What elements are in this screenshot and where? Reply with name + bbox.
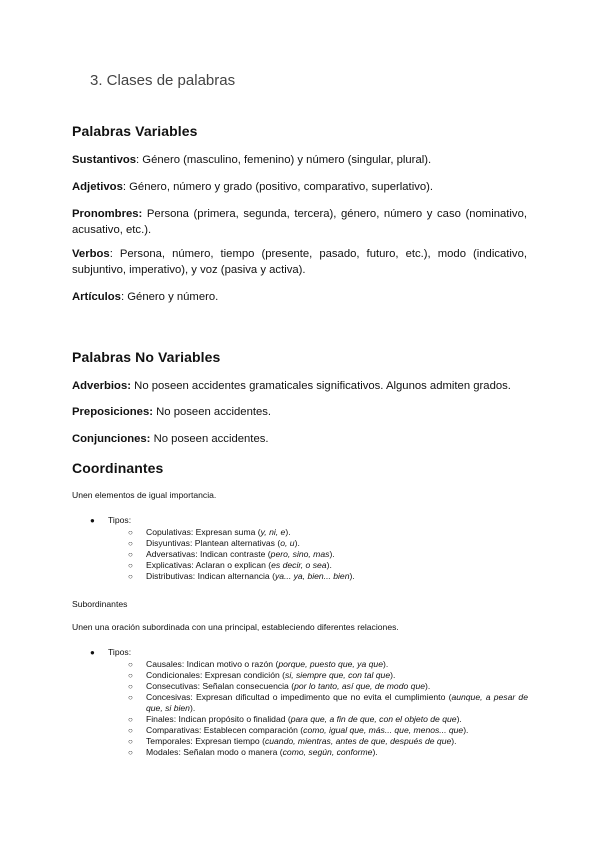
item-examples: aunque, a pesar de que, si bien <box>146 692 528 713</box>
sep: : <box>109 248 113 260</box>
term: Verbos <box>72 248 110 260</box>
item-label: Modales: Señalan modo o manera ( <box>146 747 283 757</box>
term: Pronombres: <box>72 208 143 220</box>
item-tail: ). <box>326 560 332 570</box>
variables-item-sustantivos <box>72 152 527 168</box>
definition: Persona (primera, segunda, tercera), género, número y caso (nominativo, acusativo, etc.). <box>72 208 527 236</box>
subordinantes-description: Unen una oración subordinada con una principal, estableciendo diferentes relaciones. <box>72 622 399 632</box>
list-item <box>128 549 468 560</box>
item-tail: ). <box>425 681 431 691</box>
definition: No poseen accidentes. <box>153 406 272 418</box>
coordinantes-tipos-label: Tipos: <box>108 515 132 525</box>
item-tail: ). <box>329 549 335 559</box>
definition: Género y número. <box>124 291 219 303</box>
item-examples: como, igual que, más... que, menos... que <box>303 725 464 735</box>
subordinantes-list <box>128 659 528 758</box>
term: Conjunciones: <box>72 433 151 445</box>
bullet-icon: ● <box>90 648 95 657</box>
item-examples: o, u <box>280 538 295 548</box>
item-examples: porque, puesto que, ya que <box>278 659 383 669</box>
no-variables-heading: Palabras No Variables <box>72 349 221 365</box>
no-variables-item-conjunciones <box>72 431 527 447</box>
sep: : <box>120 291 125 303</box>
item-label: Distributivas: Indican alternancia ( <box>146 571 275 581</box>
item-label: Condicionales: Expresan condición ( <box>146 670 286 680</box>
variables-item-pronombres <box>72 206 527 238</box>
list-item <box>128 681 528 692</box>
item-tail: ). <box>451 736 457 746</box>
item-tail: ). <box>285 527 291 537</box>
item-label: Copulativas: Expresan suma ( <box>146 527 261 537</box>
definition: Persona, número, tiempo (presente, pasado, futuro, etc.), modo (indicativo, subjuntivo, imperativo), y voz (pasiva y activa). <box>72 248 527 276</box>
item-label: Consecutivas: Señalan consecuencia ( <box>146 681 295 691</box>
variables-item-verbos <box>72 246 527 278</box>
item-examples: cuando, mientras, antes de que, después de que <box>264 736 452 746</box>
item-tail: ). <box>382 659 389 669</box>
item-examples: pero, sino, mas <box>270 549 330 559</box>
variables-heading: Palabras Variables <box>72 123 198 139</box>
no-variables-item-adverbios <box>72 378 527 394</box>
item-tail: ). <box>463 725 469 735</box>
sep: : <box>122 181 126 193</box>
section-title: 3. Clases de palabras <box>90 72 236 89</box>
coordinantes-description: Unen elementos de igual importancia. <box>72 490 217 500</box>
item-examples: como, según, conforme <box>282 747 373 757</box>
list-item <box>128 736 528 747</box>
item-label: Temporales: Expresan tiempo ( <box>146 736 265 746</box>
item-tail: ). <box>372 747 378 757</box>
item-label: Comparativas: Establecen comparación ( <box>146 725 304 735</box>
definition: Género (masculino, femenino) y número (singular, plural). <box>139 154 432 166</box>
item-examples: por lo tanto, así que, de modo que <box>294 681 426 691</box>
item-label: Causales: Indican motivo o razón ( <box>146 659 279 669</box>
definition: No poseen accidentes gramaticales significativos. Algunos admiten grados. <box>131 380 511 392</box>
definition: Género, número y grado (positivo, comparativo, superlativo). <box>126 181 434 193</box>
item-examples: para que, a fin de que, con el objeto de que <box>290 714 457 724</box>
list-item <box>128 692 528 714</box>
subordinantes-heading: Subordinantes <box>72 599 128 609</box>
list-item <box>128 659 528 670</box>
list-item <box>128 538 468 549</box>
list-item <box>128 725 528 736</box>
bullet-icon: ● <box>90 516 95 525</box>
list-item <box>128 560 468 571</box>
term: Adjetivos <box>72 181 123 193</box>
item-label: Disyuntivas: Plantean alternativas ( <box>146 538 281 548</box>
item-examples: es decir, o sea <box>271 560 327 570</box>
variables-item-adjetivos <box>72 179 527 195</box>
term: Adverbios: <box>72 380 132 392</box>
definition: No poseen accidentes. <box>150 433 269 445</box>
item-label: Concesivas: Expresan dificultad o impedimento que no evita el cumplimiento ( <box>146 692 452 702</box>
list-item <box>128 527 468 538</box>
item-examples: y, ni, e <box>260 527 286 537</box>
item-examples: si, siempre que, con tal que <box>285 670 391 680</box>
no-variables-item-preposiciones <box>72 404 527 420</box>
list-item <box>128 747 528 758</box>
item-tail: ). <box>189 703 196 713</box>
item-examples: ya... ya, bien... bien <box>274 571 350 581</box>
sep: : <box>136 154 140 166</box>
item-label: Adversativas: Indican contraste ( <box>146 549 271 559</box>
term: Sustantivos <box>72 154 137 166</box>
item-tail: ). <box>349 571 355 581</box>
list-item <box>128 571 468 582</box>
term: Artículos <box>72 291 121 303</box>
item-label: Finales: Indican propósito o finalidad ( <box>146 714 291 724</box>
coordinantes-list <box>128 527 468 582</box>
subordinantes-tipos-label: Tipos: <box>108 647 132 657</box>
term: Preposiciones: <box>72 406 153 418</box>
item-tail: ). <box>294 538 300 548</box>
coordinantes-heading: Coordinantes <box>72 460 164 476</box>
list-item <box>128 670 528 681</box>
item-tail: ). <box>390 670 396 680</box>
list-item <box>128 714 528 725</box>
item-label: Explicativas: Aclaran o explican ( <box>146 560 272 570</box>
variables-item-articulos <box>72 289 527 305</box>
item-tail: ). <box>456 714 462 724</box>
